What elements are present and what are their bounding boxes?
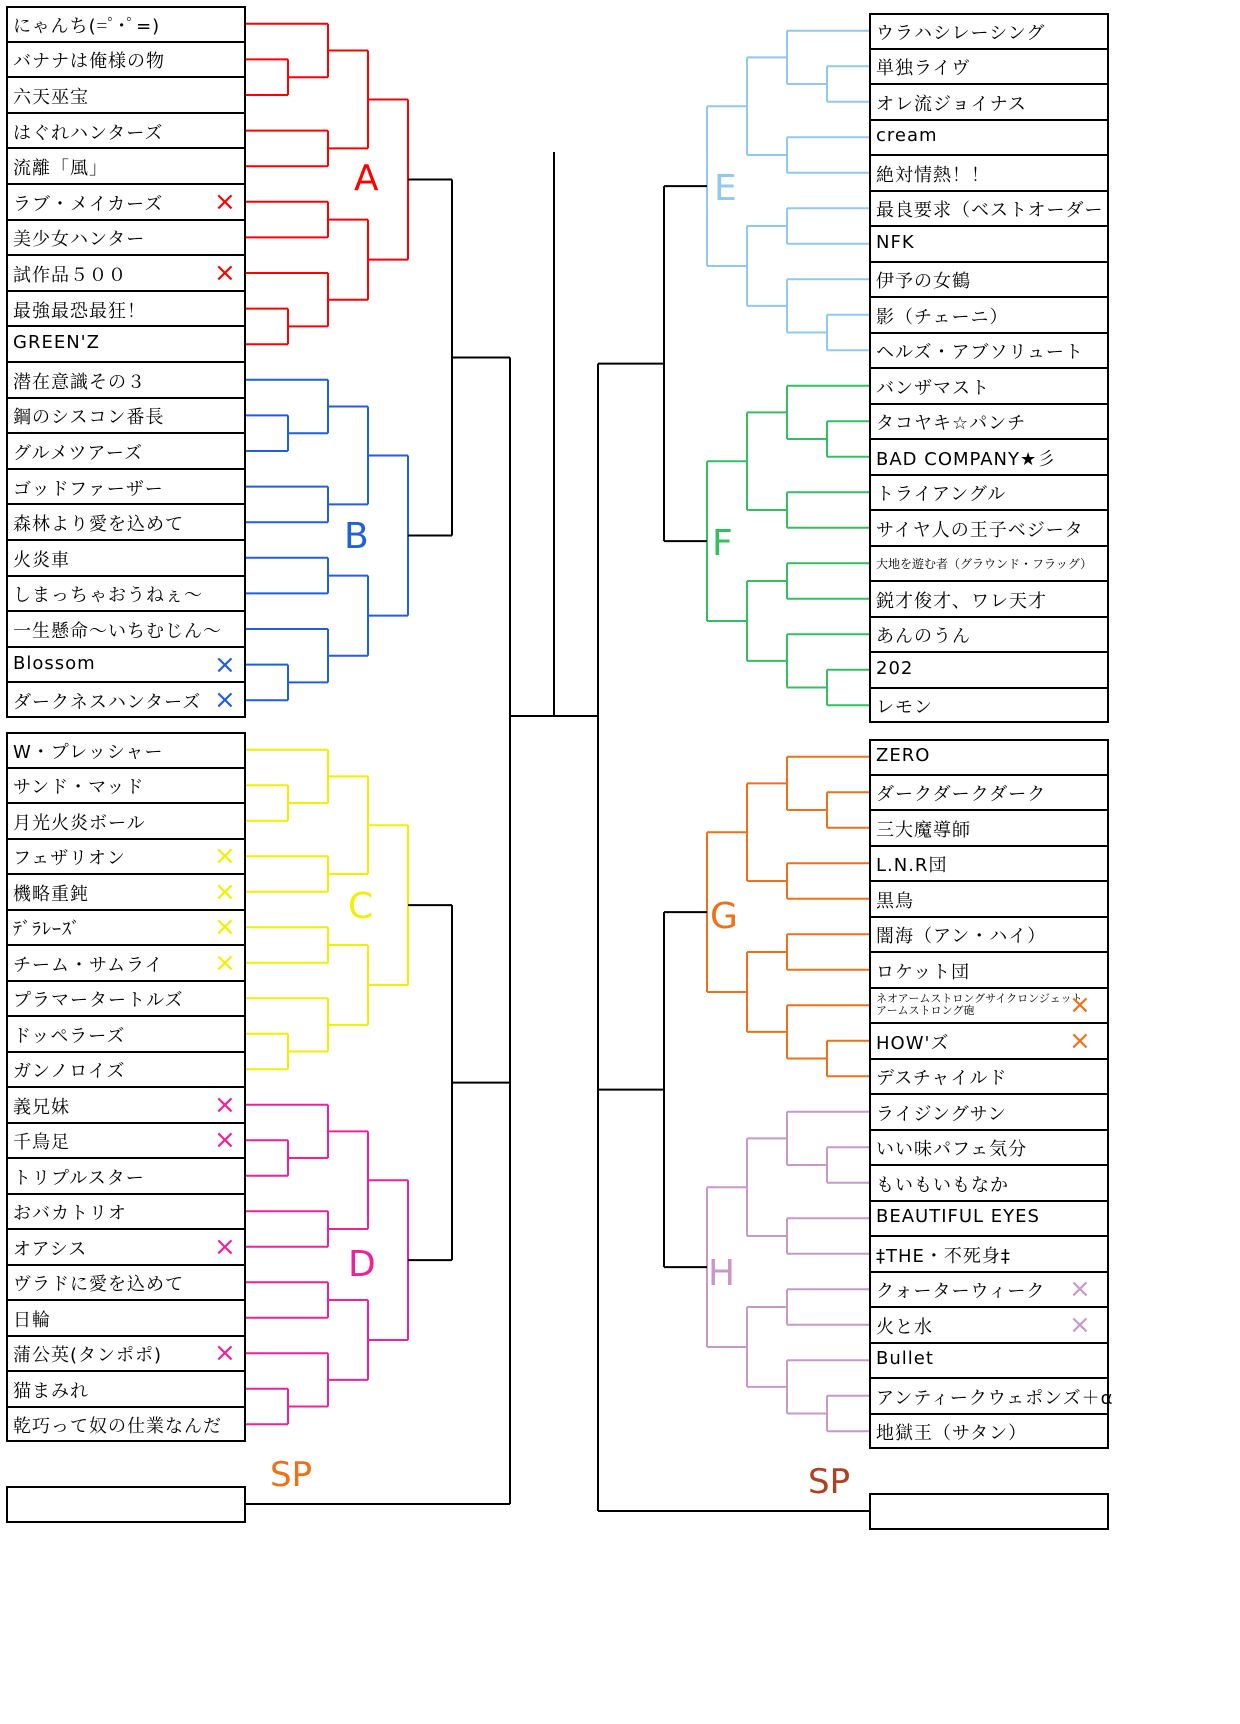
row-divider [869, 1377, 1109, 1379]
bracket-line-56 [787, 863, 869, 899]
row-divider [869, 367, 1109, 369]
team-name[interactable]: 機略重鈍 [13, 883, 89, 905]
team-name[interactable]: 単独ライヴ [876, 58, 971, 80]
team-name[interactable]: チーム・サムライ [13, 954, 164, 976]
bracket-line-40 [787, 208, 869, 244]
eliminated-x-icon: × [214, 649, 236, 680]
row-divider [6, 76, 246, 78]
row-divider [6, 1157, 246, 1159]
eliminated-x-icon: × [214, 947, 236, 978]
row-divider [6, 610, 246, 612]
team-name[interactable]: トリプルスター [13, 1167, 145, 1189]
bracket-line-13 [246, 558, 328, 594]
row-divider [6, 219, 246, 221]
row-divider [6, 1370, 246, 1372]
row-divider [6, 147, 246, 149]
row-divider [869, 1093, 1109, 1095]
row-divider [869, 332, 1109, 334]
team-name[interactable]: ガンノロイズ [13, 1061, 126, 1083]
row-divider [869, 1022, 1109, 1024]
bracket-line-36 [827, 66, 869, 102]
team-name[interactable]: プラマータートルズ [13, 990, 184, 1012]
group-label-e: E [714, 168, 737, 209]
team-name[interactable]: BAD COMPANY★彡 [876, 448, 1057, 470]
team-name[interactable]: ライジングサン [876, 1103, 1007, 1125]
row-divider [6, 1264, 246, 1266]
team-name[interactable]: 日輪 [13, 1309, 51, 1331]
eliminated-x-icon: × [214, 841, 236, 872]
group-label-b: B [344, 516, 369, 557]
team-name[interactable]: ネオアームストロングサイクロンジェットアームストロング砲 [876, 992, 1083, 1018]
bracket-line-12 [328, 407, 368, 505]
team-name[interactable]: オレ流ジョイナス [876, 93, 1027, 115]
bracket-line-43 [747, 226, 787, 306]
bracket-line-22 [246, 927, 328, 963]
team-name[interactable]: もいもいもなか [876, 1174, 1009, 1196]
bracket-line-31 [246, 1282, 328, 1318]
bracket-line-68 [827, 1396, 869, 1432]
team-name[interactable]: 試作品５００ [13, 265, 127, 286]
bracket-line-47 [787, 492, 869, 528]
bracket-line-29 [246, 1211, 328, 1247]
group-label-c: C [348, 886, 374, 927]
team-name[interactable]: サイヤ人の王子ベジータ [876, 519, 1084, 541]
row-divider [869, 154, 1109, 156]
team-name[interactable]: あんのうん [876, 626, 971, 648]
team-name[interactable]: サンド・マッド [13, 777, 145, 799]
row-divider [869, 1129, 1109, 1131]
row-divider [6, 539, 246, 541]
row-divider [869, 651, 1109, 653]
row-divider [6, 1406, 246, 1408]
team-name[interactable]: L.N.R団 [876, 855, 948, 877]
row-divider [869, 296, 1109, 298]
bracket-line-30 [328, 1131, 368, 1229]
team-name[interactable]: 美少女ハンター [13, 229, 146, 251]
team-name[interactable]: はぐれハンターズ [13, 122, 164, 144]
row-divider [869, 190, 1109, 192]
team-name[interactable]: ドッペラーズ [13, 1025, 126, 1047]
team-name[interactable]: 六天巫宝 [13, 87, 89, 108]
eliminated-x-icon: × [1069, 1025, 1091, 1056]
row-divider [869, 1200, 1109, 1202]
bracket-final-ef [664, 186, 707, 541]
bracket-line-70 [747, 1307, 787, 1387]
team-name[interactable]: 影（チェーニ） [876, 306, 1009, 328]
team-name[interactable]: 大地を遊む者（グラウンド・フラッグ） [876, 557, 1093, 572]
team-name[interactable]: Bullet [876, 1348, 934, 1370]
row-divider [6, 432, 246, 434]
row-divider [869, 83, 1109, 85]
row-divider [6, 468, 246, 470]
team-name[interactable]: 潜在意識その３ [13, 371, 146, 393]
bracket-line-49 [787, 563, 869, 599]
row-divider [6, 802, 246, 804]
sp-slot-left[interactable] [6, 1486, 246, 1523]
eliminated-x-icon: × [214, 1089, 236, 1120]
row-divider [869, 1271, 1109, 1273]
team-name[interactable]: 流離「風」 [13, 158, 108, 180]
bracket-line-11 [246, 487, 328, 523]
team-name[interactable]: オアシス [13, 1238, 88, 1260]
row-divider [869, 225, 1109, 227]
eliminated-x-icon: × [214, 876, 236, 907]
bracket-line-17 [368, 455, 408, 615]
sp-label-left: SP [270, 1455, 313, 1495]
row-divider [869, 48, 1109, 50]
row-divider [6, 397, 246, 399]
bracket-line-48 [747, 412, 787, 510]
row-divider [6, 838, 246, 840]
team-name[interactable]: フェザリオン [13, 848, 126, 870]
bracket-line-39 [747, 57, 787, 155]
bracket-line-14 [246, 665, 288, 701]
eliminated-x-icon: × [214, 912, 236, 943]
team-name[interactable]: 火と水 [876, 1316, 933, 1338]
bracket-final-gh [664, 912, 707, 1267]
bracket-line-16 [328, 576, 368, 656]
team-name[interactable]: 一生懸命～いちむじん～ [13, 621, 222, 642]
row-divider [869, 880, 1109, 882]
row-divider [869, 1164, 1109, 1166]
team-name[interactable]: GREEN'Z [13, 332, 100, 354]
bracket-line-61 [747, 952, 787, 1032]
bracket-line-5 [246, 309, 288, 345]
bracket-line-59 [827, 1041, 869, 1077]
team-name[interactable]: 202 [876, 657, 914, 679]
group-label-g: G [710, 896, 738, 937]
team-name[interactable]: 月光火炎ボール [13, 812, 146, 834]
bracket-line-21 [328, 776, 368, 874]
row-divider [869, 845, 1109, 847]
team-name[interactable]: 蒲公英(タンポポ) [13, 1345, 163, 1367]
team-name[interactable]: 最強最恐最狂！ [13, 300, 146, 322]
team-name[interactable]: グルメツアーズ [13, 443, 143, 464]
row-divider [869, 1306, 1109, 1308]
eliminated-x-icon: × [1069, 1274, 1091, 1305]
bracket-line-32 [246, 1389, 288, 1425]
team-name[interactable]: 最良要求（ベストオーダー [876, 200, 1104, 222]
row-divider [869, 1058, 1109, 1060]
row-divider [869, 119, 1109, 121]
team-name[interactable]: BEAUTIFUL EYES [876, 1206, 1040, 1228]
row-divider [869, 809, 1109, 811]
row-divider [869, 616, 1109, 618]
eliminated-x-icon: × [214, 1338, 236, 1369]
row-divider [869, 580, 1109, 582]
bracket-line-0 [246, 59, 288, 95]
group-label-f: F [712, 523, 733, 564]
group-label-d: D [348, 1244, 376, 1285]
bracket-line-65 [787, 1218, 869, 1254]
row-divider [869, 438, 1109, 440]
team-name[interactable]: ZERO [876, 744, 931, 766]
team-name[interactable]: 黒鳥 [876, 890, 914, 912]
sp-label-right: SP [808, 1462, 851, 1502]
team-name[interactable]: アンティークウェポンズ＋α [876, 1387, 1114, 1409]
row-divider [6, 112, 246, 114]
team-name[interactable]: Blossom [13, 652, 96, 674]
bracket-line-38 [787, 137, 869, 173]
bracket-line-63 [827, 1147, 869, 1183]
bracket-line-58 [787, 934, 869, 970]
row-divider [6, 361, 246, 363]
team-name[interactable]: にゃんち(=ﾟ･ﾟ=) [13, 15, 161, 37]
bracket-line-34 [328, 1300, 368, 1380]
team-name[interactable]: ロケット団 [876, 961, 971, 983]
bracket-line-9 [246, 415, 288, 451]
team-name[interactable]: ‡THE・不死身‡ [876, 1245, 1011, 1267]
row-divider [6, 254, 246, 256]
team-name[interactable]: 鋭才俊才、ワレ天才 [876, 590, 1047, 612]
row-divider [6, 290, 246, 292]
team-name[interactable]: 火炎車 [13, 549, 70, 571]
row-divider [869, 1235, 1109, 1237]
eliminated-x-icon: × [214, 258, 236, 288]
row-divider [6, 873, 246, 875]
row-divider [869, 774, 1109, 776]
group-label-a: A [354, 158, 379, 199]
row-divider [869, 1413, 1109, 1415]
row-divider [869, 545, 1109, 547]
row-divider [869, 509, 1109, 511]
team-name[interactable]: 闇海（アン・ハイ） [876, 926, 1047, 948]
team-name[interactable]: 森林より愛を込めて [13, 514, 184, 536]
eliminated-x-icon: × [1069, 990, 1091, 1021]
row-divider [869, 687, 1109, 689]
row-divider [869, 951, 1109, 953]
row-divider [6, 1228, 246, 1230]
bracket-line-27 [246, 1140, 288, 1176]
bracket-line-66 [747, 1138, 787, 1236]
team-name[interactable]: 絶対情熱！！ [876, 164, 990, 186]
bracket-line-3 [328, 51, 368, 149]
row-divider [869, 1342, 1109, 1344]
bracket-line-23 [246, 1034, 288, 1070]
bracket-line-4 [246, 202, 328, 238]
team-name[interactable]: ヘルズ・アブソリュート [876, 342, 1084, 364]
bracket-line-18 [246, 785, 288, 821]
row-divider [6, 325, 246, 327]
team-name[interactable]: 猫まみれ [13, 1380, 89, 1402]
team-name[interactable]: 千鳥足 [13, 1132, 70, 1154]
bracket-line-52 [747, 581, 787, 661]
team-name[interactable]: 地獄王（サタン） [876, 1423, 1028, 1445]
bracket-line-25 [328, 945, 368, 1025]
row-divider [6, 767, 246, 769]
team-name[interactable]: ﾃﾞﾗﾚｰｽﾞ [13, 919, 81, 941]
eliminated-x-icon: × [214, 685, 236, 716]
row-divider [6, 944, 246, 946]
row-divider [869, 987, 1109, 989]
row-divider [6, 646, 246, 648]
row-divider [6, 681, 246, 683]
row-divider [869, 261, 1109, 263]
row-divider [6, 1086, 246, 1088]
team-name[interactable]: おバカトリオ [13, 1203, 127, 1225]
bracket-line-50 [827, 670, 869, 706]
team-name[interactable]: バンザマスト [876, 377, 990, 399]
bracket-line-20 [246, 856, 328, 892]
team-name[interactable]: トライアングル [876, 484, 1007, 506]
team-name[interactable]: タコヤキ☆パンチ [876, 413, 1027, 435]
row-divider [6, 909, 246, 911]
row-divider [6, 183, 246, 185]
team-name[interactable]: しまっちゃおうねぇ～ [13, 585, 203, 607]
bracket-line-45 [827, 421, 869, 457]
row-divider [6, 1193, 246, 1195]
bracket-line-67 [787, 1289, 869, 1325]
bracket-line-54 [827, 792, 869, 828]
eliminated-x-icon: × [214, 1231, 236, 1262]
row-divider [6, 1122, 246, 1124]
bracket-line-7 [328, 220, 368, 300]
team-name[interactable]: 鋼のシスコン番長 [13, 407, 165, 429]
bracket-line-2 [246, 131, 328, 167]
team-name[interactable]: 三大魔導師 [876, 819, 971, 841]
team-name[interactable]: ゴッドファーザー [13, 478, 164, 500]
row-divider [6, 1051, 246, 1053]
team-name[interactable]: 伊予の女鶴 [876, 271, 971, 293]
row-divider [6, 1015, 246, 1017]
sp-slot-right[interactable] [869, 1493, 1109, 1530]
group-label-h: H [708, 1253, 736, 1294]
team-name[interactable]: クォーターウィーク [876, 1281, 1046, 1303]
team-name[interactable]: HOW'ズ [876, 1032, 950, 1054]
bracket-final-cd [408, 905, 452, 1260]
row-divider [6, 1299, 246, 1301]
row-divider [869, 916, 1109, 918]
row-divider [6, 980, 246, 982]
team-name[interactable]: ウラハシレーシング [876, 22, 1046, 44]
team-name[interactable]: ダークネスハンターズ [13, 692, 202, 714]
row-divider [6, 575, 246, 577]
team-name[interactable]: いい味パフェ気分 [876, 1139, 1028, 1161]
team-name[interactable]: 義兄妹 [13, 1096, 70, 1118]
eliminated-x-icon: × [214, 186, 236, 217]
bracket-final-ab [408, 180, 452, 536]
bracket-line-26 [368, 825, 408, 985]
row-divider [6, 41, 246, 43]
team-name[interactable]: レモン [876, 697, 933, 719]
bracket-left-trunk [246, 358, 510, 1504]
eliminated-x-icon: × [214, 1125, 236, 1156]
team-name[interactable]: NFK [876, 231, 915, 253]
row-divider [869, 474, 1109, 476]
row-divider [6, 503, 246, 505]
row-divider [6, 1335, 246, 1337]
team-name[interactable]: 乾巧って奴の仕業なんだ [13, 1416, 222, 1438]
team-name[interactable]: デスチャイルド [876, 1068, 1008, 1090]
bracket-line-57 [747, 783, 787, 881]
team-name[interactable]: cream [876, 125, 938, 147]
team-name[interactable]: ヴラドに愛を込めて [13, 1274, 184, 1296]
bracket-line-41 [827, 315, 869, 351]
row-divider [869, 403, 1109, 405]
eliminated-x-icon: × [1069, 1309, 1091, 1340]
team-name[interactable]: ラブ・メイカーズ [13, 193, 164, 215]
team-name[interactable]: W・プレッシャー [13, 741, 164, 763]
team-name[interactable]: バナナは俺様の物 [13, 51, 165, 73]
team-name[interactable]: ダークダークダーク [876, 784, 1047, 806]
bracket-right-trunk [598, 364, 869, 1511]
bracket-championship-line [510, 152, 598, 716]
